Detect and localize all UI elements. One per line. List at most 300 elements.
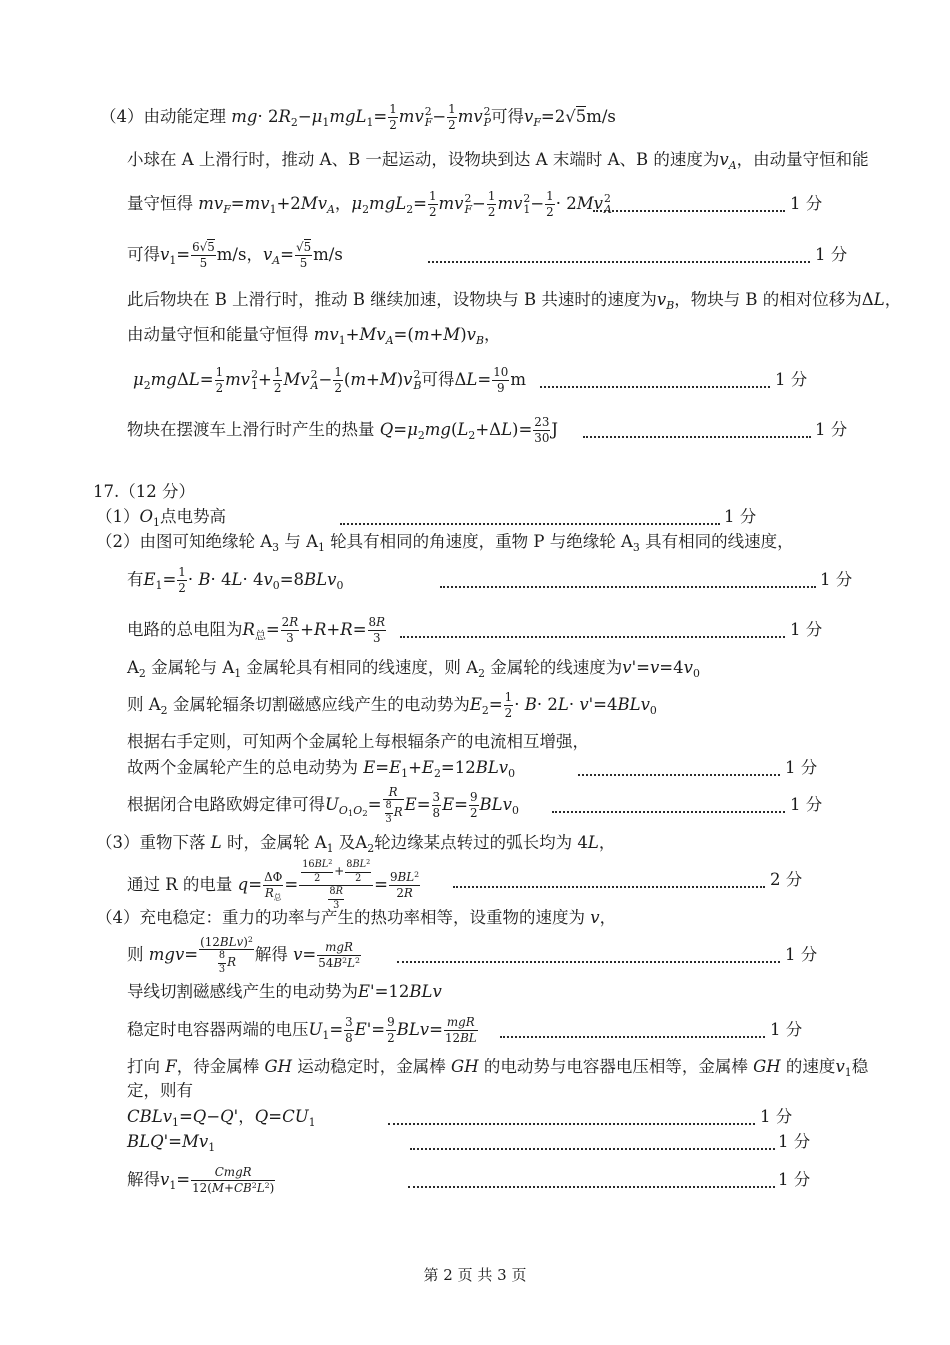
fraction <box>215 366 225 395</box>
text-run: 5 <box>199 256 208 271</box>
math-superscript: 2 <box>310 368 318 382</box>
text-run: '= <box>631 658 650 677</box>
math-variable: BLv <box>304 570 337 589</box>
text-run: 1 <box>273 365 282 380</box>
score-label: 1 分 <box>785 945 818 964</box>
math-variable: R <box>340 620 353 639</box>
text-run: 稳 <box>851 1057 869 1076</box>
text-run: = <box>373 107 388 126</box>
text-run: 此后物块在 B 上滑行时，推动 B 继续加速，设物块与 B 共速时的速度为 <box>127 290 657 309</box>
text-run: 1 <box>546 189 554 204</box>
text-run: 2 <box>389 118 397 132</box>
math-subscript: 2 <box>138 666 146 680</box>
fraction <box>344 1016 354 1045</box>
math-subscript: A <box>327 202 335 216</box>
fraction <box>317 941 361 970</box>
line-content <box>127 785 519 825</box>
math-variable: mv <box>457 107 483 126</box>
dot-leader <box>578 774 780 776</box>
fraction-denominator <box>533 431 550 445</box>
math-variable: L <box>587 833 599 852</box>
math-variable: μ <box>311 107 323 126</box>
fraction-numerator <box>345 857 371 873</box>
fraction <box>388 103 398 132</box>
fraction-denominator <box>469 806 479 820</box>
math-subscript: F <box>223 202 231 216</box>
text-run: 解得 <box>127 1170 160 1189</box>
math-variable: Mv <box>359 325 386 344</box>
line-content <box>127 140 869 180</box>
text-run: 金属轮辐条切割磁感应线产生的电动势为 <box>167 695 470 714</box>
math-superscript: 2 <box>251 368 259 382</box>
math-variable: B <box>524 695 537 714</box>
solution-line-e2 <box>0 685 950 725</box>
math-variable: BL <box>460 1031 477 1045</box>
math-variable: mg <box>424 420 451 439</box>
score-label: 1 分 <box>815 245 848 264</box>
text-run: 通过 R 的电量 <box>127 875 238 894</box>
text-run: =4 <box>659 658 684 677</box>
text-run: 8 <box>385 800 392 812</box>
solution-line-charge <box>0 857 950 911</box>
fraction-numerator <box>263 871 283 886</box>
fraction-numerator <box>191 241 216 256</box>
text-run: =2 <box>540 107 566 126</box>
text-run: 2 <box>281 615 290 630</box>
text-run: Δ <box>176 370 189 389</box>
math-variable: BLv <box>219 934 244 949</box>
text-run: · 4 <box>210 570 232 589</box>
fraction-numerator <box>492 366 509 381</box>
text-run: 2 <box>396 886 404 900</box>
dot-leader <box>397 961 780 963</box>
math-variable: mv <box>225 370 251 389</box>
math-variable: Q <box>254 1107 269 1126</box>
text-run: = <box>429 1020 443 1039</box>
fraction-denominator <box>368 631 387 645</box>
dot-leader <box>540 386 770 388</box>
solution-line-capacitor-voltage <box>0 1010 950 1050</box>
text-run: 8 <box>218 950 226 962</box>
fraction-numerator <box>444 1016 478 1031</box>
math-variable: μ <box>351 194 363 213</box>
score-label: 1 分 <box>724 507 757 526</box>
math-variable: mgv <box>148 945 185 964</box>
line-content <box>96 522 794 562</box>
math-variable: v <box>263 570 273 589</box>
text-run: 金属轮与 A <box>145 658 235 677</box>
text-run: = <box>162 570 177 589</box>
math-variable: BLQ <box>127 1132 164 1151</box>
math-subscript: 0 <box>511 803 519 817</box>
math-subscript: 总 <box>273 892 282 902</box>
fraction-denominator <box>345 873 371 885</box>
line-content <box>127 184 612 224</box>
fraction-denominator <box>273 381 283 395</box>
math-variable: E <box>354 1020 367 1039</box>
text-run: = <box>413 194 427 213</box>
math-variable: R <box>313 620 327 639</box>
text-run: '= <box>163 1132 182 1151</box>
math-variable: L <box>231 570 243 589</box>
math-subscript: O <box>338 803 348 817</box>
text-run: 2 <box>487 205 496 219</box>
math-variable: BLv <box>475 758 509 777</box>
text-run: ) <box>243 934 248 949</box>
text-run: 有 <box>127 570 144 589</box>
text-run: 运动稳定时，金属棒 <box>292 1057 452 1076</box>
text-run: + <box>224 1181 234 1195</box>
math-subscript: 2 <box>478 666 485 680</box>
math-variable: GH <box>264 1057 293 1076</box>
text-run: ， <box>598 833 616 852</box>
text-run: 物块在摆渡车上滑行时产生的热量 <box>127 420 380 439</box>
math-subscript: 3 <box>272 540 280 554</box>
math-subscript: 2 <box>468 428 476 442</box>
score-label: 1 分 <box>778 1170 811 1189</box>
solution-line-ohms-law <box>0 785 950 825</box>
math-variable: F <box>165 1057 177 1076</box>
fraction-numerator <box>368 616 387 631</box>
fraction-denominator <box>432 806 442 820</box>
line-content <box>127 235 343 275</box>
math-variable: v <box>835 1057 845 1076</box>
fraction-numerator <box>447 103 457 118</box>
text-run: 2 <box>178 581 186 595</box>
sub-superscript <box>484 107 491 128</box>
text-run: = <box>416 795 431 814</box>
math-variable: mg <box>150 370 177 389</box>
text-run: )= <box>512 420 533 439</box>
fraction-numerator <box>385 801 393 814</box>
math-variable: mgR <box>325 940 353 955</box>
math-variable: L <box>457 420 469 439</box>
math-variable: μ <box>407 420 418 439</box>
line-content <box>100 97 616 137</box>
text-run: − <box>297 107 312 126</box>
text-run: + <box>345 325 360 344</box>
text-run: 16 <box>302 859 315 870</box>
text-run: =12 <box>440 758 476 777</box>
math-variable: L <box>466 370 478 389</box>
math-subscript: 2 <box>417 428 425 442</box>
text-run: ΔΦ <box>264 870 283 885</box>
square-root <box>565 108 586 126</box>
text-run: − <box>472 194 486 213</box>
math-superscript: 2 <box>247 934 253 944</box>
text-run: 打向 <box>127 1057 166 1076</box>
text-run: m/s， <box>216 245 263 264</box>
text-run: '= <box>366 1020 386 1039</box>
text-run: = <box>393 420 408 439</box>
math-variable: mv <box>198 194 224 213</box>
math-variable: BL <box>314 859 329 870</box>
fraction-numerator <box>469 791 479 806</box>
text-run: 点电势高 <box>159 507 226 526</box>
math-superscript: 2 <box>523 192 531 206</box>
math-variable: L <box>873 290 885 309</box>
text-run: 1 <box>215 365 224 380</box>
math-variable: U <box>325 795 339 814</box>
fraction-numerator <box>504 691 514 706</box>
math-variable: BLv <box>617 695 650 714</box>
fraction-numerator <box>487 190 497 205</box>
math-variable: L <box>210 833 222 852</box>
math-superscript: 2 <box>464 192 472 206</box>
text-run: = <box>265 620 280 639</box>
text-run: = <box>248 875 263 894</box>
math-variable: BLv <box>396 1020 430 1039</box>
line-content <box>127 748 515 788</box>
text-run: 23 <box>534 415 550 430</box>
text-run: 12 <box>444 1031 461 1045</box>
math-variable: BLv <box>409 982 442 1001</box>
text-run: 2 <box>334 381 342 395</box>
text-run: 8 <box>432 806 441 820</box>
radical-sign: √ <box>565 107 576 126</box>
math-subscript: 0 <box>272 578 280 592</box>
text-run: + <box>334 864 345 878</box>
text-run: · 2 <box>555 194 577 213</box>
solution-line-a2-velocity <box>0 648 950 688</box>
text-run: + <box>258 370 272 389</box>
text-run: 电路的总电阻为 <box>127 620 243 639</box>
fraction <box>263 871 283 900</box>
dot-leader <box>410 1148 775 1150</box>
text-run: ， <box>884 290 902 309</box>
dot-leader <box>440 586 816 588</box>
line-content <box>127 315 500 355</box>
math-variable: E <box>143 570 156 589</box>
fraction-denominator <box>444 1031 478 1045</box>
math-variable: E <box>363 758 376 777</box>
fraction-denominator <box>383 800 404 825</box>
text-run: （3）重物下落 <box>96 833 211 852</box>
fraction-denominator <box>191 1181 275 1195</box>
fraction-numerator <box>533 416 550 431</box>
math-sub-subscript: 2 <box>362 809 368 820</box>
math-subscript: F <box>533 115 541 129</box>
fraction-numerator <box>389 871 420 886</box>
text-run: 可得Δ <box>421 370 467 389</box>
solution-line-q17-2-intro <box>0 522 950 562</box>
text-run: ，待金属棒 <box>176 1057 265 1076</box>
math-subscript: 0 <box>508 766 516 780</box>
math-variable: L <box>501 420 513 439</box>
text-run: 10 <box>493 365 509 380</box>
text-run: （2）由图可知绝缘轮 A <box>96 532 273 551</box>
text-run: 54 <box>318 956 334 970</box>
math-variable: Q <box>220 1107 234 1126</box>
text-run: + <box>326 620 341 639</box>
text-run: 导线切割磁感线产生的电动势为 <box>127 982 358 1001</box>
text-run: 金属轮的线速度为 <box>485 658 623 677</box>
text-run: 则 A <box>127 695 161 714</box>
math-variable: E <box>404 795 417 814</box>
text-run: '=4 <box>588 695 618 714</box>
fraction <box>487 190 497 219</box>
math-subscript: B <box>413 378 422 392</box>
math-variable: v <box>466 325 476 344</box>
math-variable: BL <box>397 870 415 885</box>
text-run: 3 <box>286 631 294 645</box>
text-run: J <box>551 420 559 439</box>
text-run: ， <box>599 908 617 927</box>
text-run: '， <box>233 1107 255 1126</box>
fraction <box>386 1016 396 1045</box>
text-run: 可得 <box>127 245 160 264</box>
text-run: 3 <box>372 631 381 645</box>
math-subscript: 2 <box>481 703 489 717</box>
text-run: 2 <box>273 381 282 395</box>
text-run: 2 <box>546 205 554 219</box>
text-run: 1 <box>448 102 456 117</box>
math-variable: R <box>227 955 237 970</box>
solution-line-impulse <box>0 1122 950 1162</box>
math-variable: M <box>443 325 461 344</box>
line-content <box>127 935 362 975</box>
math-variable: v <box>579 695 589 714</box>
line-content <box>96 898 616 938</box>
text-run: 8 <box>346 859 353 870</box>
text-run: 解得 <box>254 945 294 964</box>
math-variable: q <box>237 875 249 894</box>
dot-leader <box>400 636 785 638</box>
fraction-denominator <box>281 631 300 645</box>
math-subscript: 1 <box>172 1115 179 1129</box>
text-run: 轮边缘某点转过的弧长均为 4 <box>374 833 588 852</box>
text-run: 根据右手定则，可知两个金属轮上每根辐条产的电流相互增强， <box>127 732 589 751</box>
math-subscript: 1 <box>523 202 531 216</box>
text-run: 则 <box>127 945 149 964</box>
text-run: 可得 <box>491 107 524 126</box>
text-run: − <box>318 370 333 389</box>
math-variable: CBLv <box>127 1107 173 1126</box>
math-variable: O <box>139 507 154 526</box>
line-content <box>127 685 657 725</box>
text-run: = <box>329 1020 344 1039</box>
fraction <box>383 786 404 826</box>
text-run: + <box>300 620 314 639</box>
math-variable: CB <box>233 1181 252 1195</box>
radicand: 5 <box>207 240 215 255</box>
math-variable: L <box>256 1181 265 1195</box>
text-run: 12( <box>192 1181 212 1195</box>
text-run: = <box>302 945 317 964</box>
text-run: 8 <box>368 615 377 630</box>
fraction-numerator <box>333 366 343 381</box>
math-variable: v <box>622 658 632 677</box>
text-run: = <box>284 875 299 894</box>
math-superscript: 2 <box>366 857 371 866</box>
math-subscript: A <box>728 158 737 172</box>
text-run: = <box>374 875 388 894</box>
fraction-denominator <box>344 1031 354 1045</box>
math-variable: E <box>421 758 434 777</box>
text-run: = <box>477 370 492 389</box>
fraction-numerator <box>428 190 438 205</box>
math-subscript: 3 <box>632 540 640 554</box>
solution-line-q17-3-intro <box>0 823 950 863</box>
fraction-numerator <box>199 936 254 951</box>
text-run: +2 <box>276 194 301 213</box>
math-subscript: A <box>385 333 394 347</box>
math-variable: R <box>242 620 255 639</box>
math-subscript: A <box>310 378 319 392</box>
radical-sign: √ <box>295 240 304 255</box>
text-run: +Δ <box>475 420 502 439</box>
fraction-numerator <box>344 1016 354 1031</box>
math-variable: mg <box>231 107 258 126</box>
text-run: · 4 <box>242 570 264 589</box>
math-subscript: 0 <box>336 578 344 592</box>
text-run: = <box>184 945 199 964</box>
math-superscript: 2 <box>483 105 491 119</box>
fraction-numerator <box>295 241 312 256</box>
math-variable: BLv <box>479 795 512 814</box>
text-run: A <box>127 658 139 677</box>
math-variable: μ <box>133 370 144 389</box>
math-variable: v <box>719 150 729 169</box>
fraction-numerator <box>215 366 225 381</box>
text-run: 8 <box>329 886 336 897</box>
fraction <box>301 857 333 884</box>
math-subscript: 2 <box>160 703 168 717</box>
text-run: + <box>408 758 422 777</box>
math-superscript: 2 <box>342 956 348 966</box>
text-run: · <box>187 570 199 589</box>
math-variable: Mv <box>300 194 328 213</box>
math-subscript: A <box>603 202 612 216</box>
math-variable: GH <box>451 1057 479 1076</box>
math-variable: M <box>211 1181 224 1195</box>
line-content <box>127 1160 276 1200</box>
fraction <box>281 616 300 645</box>
fraction <box>389 871 420 900</box>
fraction-numerator <box>177 566 187 581</box>
text-run: ) <box>460 325 467 344</box>
math-variable: Q <box>192 1107 207 1126</box>
math-variable: R <box>264 886 274 900</box>
fraction-numerator <box>299 857 373 886</box>
math-variable: Mv <box>576 194 603 213</box>
fraction-numerator <box>545 190 555 205</box>
radical-sign: √ <box>199 240 208 255</box>
fraction <box>368 616 387 645</box>
fraction-numerator <box>388 103 398 118</box>
text-run: 6 <box>192 240 200 255</box>
fraction-denominator <box>504 706 514 720</box>
fraction <box>199 936 254 976</box>
math-variable: v <box>160 1170 170 1189</box>
fraction <box>533 416 550 445</box>
text-run: · 2 <box>536 695 558 714</box>
text-run: 17.（12 分） <box>93 482 195 501</box>
text-run: 量守恒得 <box>127 194 199 213</box>
math-variable: v <box>649 658 660 677</box>
text-run: 小球在 A 上滑行时，推动 A、B 一起运动，设物块到达 A 末端时 A、B 的速度为 <box>127 150 720 169</box>
fraction <box>504 691 514 720</box>
math-variable: Mv <box>283 370 310 389</box>
text-run: 9 <box>389 870 398 885</box>
score-label: 1 分 <box>790 194 823 213</box>
math-variable: m <box>350 370 366 389</box>
math-subscript: 2 <box>290 115 298 129</box>
line-content <box>127 972 442 1012</box>
math-variable: E <box>389 758 402 777</box>
text-run: = <box>178 1107 193 1126</box>
text-run: · 2 <box>257 107 279 126</box>
